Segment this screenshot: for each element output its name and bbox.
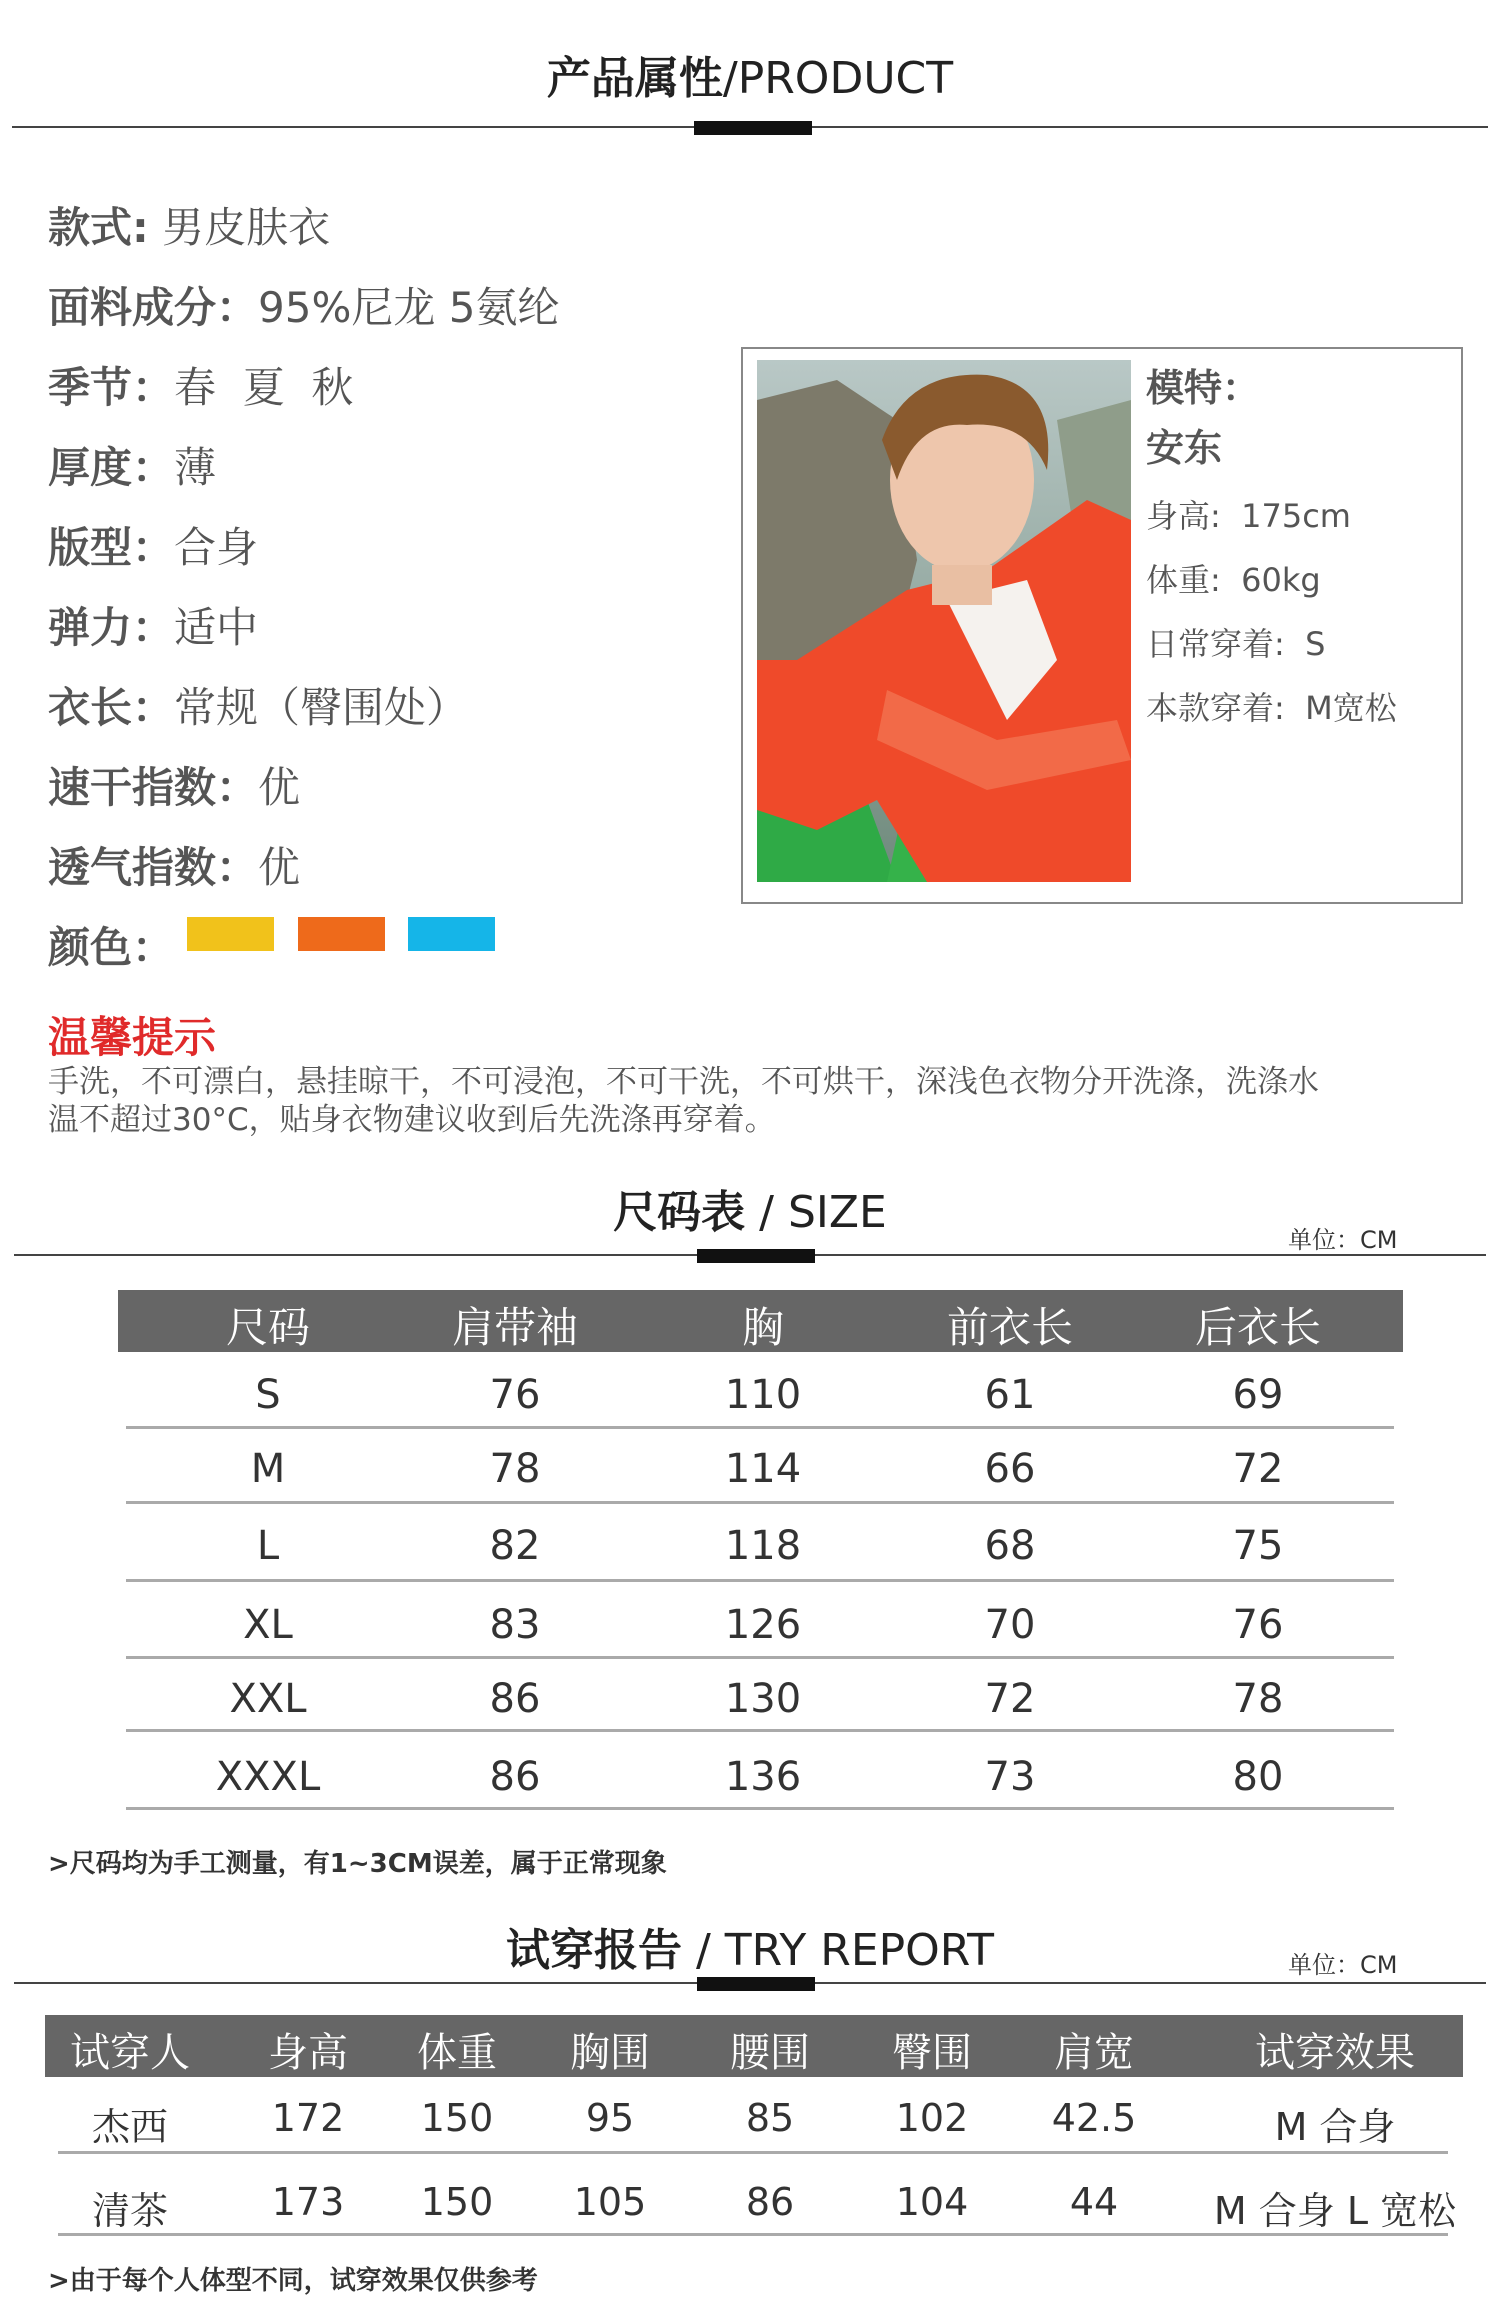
attr-value: 男皮肤衣 [148, 203, 331, 252]
color-swatch-blue[interactable] [408, 917, 495, 951]
try-cell: 85 [745, 2096, 795, 2140]
size-cell: 78 [489, 1446, 541, 1492]
size-row-divider [126, 1807, 1394, 1810]
attr-key: 面料成分： [48, 283, 259, 332]
try-header-cell: 身高 [268, 2030, 348, 2076]
try-cell: 172 [271, 2096, 345, 2140]
attr-key: 颜色： [48, 923, 175, 972]
attr-key: 厚度： [48, 443, 175, 492]
color-swatch-orange[interactable] [298, 917, 385, 951]
attr-breathability [48, 835, 300, 895]
size-cell: XXL [229, 1676, 307, 1722]
size-cell: M [250, 1446, 286, 1492]
color-swatch-yellow[interactable] [187, 917, 274, 951]
model-this-size: 本款穿着: M宽松 [1146, 689, 1397, 727]
attr-value: 优 [258, 763, 301, 812]
try-cell: M 合身 L 宽松 [1213, 2189, 1457, 2233]
attr-key: 衣长： [48, 683, 175, 732]
size-header-front-length: 前衣长 [946, 1303, 1073, 1352]
attr-key: 款式: [48, 203, 149, 252]
size-cell: 110 [724, 1372, 802, 1418]
size-row-divider [126, 1656, 1394, 1659]
attr-key: 版型： [48, 523, 175, 572]
size-cell: 86 [489, 1754, 541, 1800]
size-section-title [0, 1176, 1500, 1240]
product-divider-accent [694, 121, 812, 135]
attr-season [48, 355, 353, 415]
try-cell: 杰西 [91, 2105, 168, 2149]
model-photo-illustration [757, 360, 1131, 882]
try-cell: 173 [271, 2180, 345, 2224]
size-cell: 66 [984, 1446, 1036, 1492]
attr-key: 透气指数： [48, 843, 259, 892]
size-header-shoulder-sleeve: 肩带袖 [451, 1303, 578, 1352]
try-header-cell: 腰围 [730, 2030, 810, 2076]
try-note: >由于每个人体型不同，试穿效果仅供参考 [48, 2266, 538, 2296]
attr-elasticity [48, 595, 258, 655]
try-cell: M 合身 [1274, 2105, 1396, 2149]
size-title-cn: 尺码表 [613, 1187, 746, 1238]
size-note: >尺码均为手工测量，有1~3CM误差，属于正常现象 [48, 1849, 667, 1879]
attr-fit [48, 515, 258, 575]
model-photo [757, 360, 1131, 882]
attr-value: 薄 [174, 443, 217, 492]
size-cell: 61 [984, 1372, 1036, 1418]
try-title-cn: 试穿报告 [505, 1925, 682, 1976]
try-cell: 105 [573, 2180, 647, 2224]
attr-quickdry [48, 755, 300, 815]
care-tips-text: 手洗，不可漂白，悬挂晾干，不可浸泡，不可干洗，不可烘干，深浅色衣物分开洗涤，洗涤水温不超过30°C，贴身衣物建议收到后先洗涤再穿着。 [48, 1064, 1319, 1138]
size-cell: S [255, 1372, 281, 1418]
attr-value: 适中 [174, 603, 259, 652]
size-cell: 118 [724, 1523, 802, 1569]
size-cell: 136 [724, 1754, 802, 1800]
try-header-cell: 肩宽 [1054, 2030, 1134, 2076]
size-row-divider [126, 1426, 1394, 1429]
size-title-en: / SIZE [745, 1187, 887, 1238]
try-unit: 单位：CM [1288, 1951, 1398, 1979]
size-cell: 76 [1232, 1602, 1284, 1648]
attr-value: 春 夏 秋 [174, 363, 354, 412]
attr-thickness [48, 435, 216, 495]
size-cell: XXXL [215, 1754, 321, 1800]
attr-style [48, 195, 330, 255]
size-cell: 78 [1232, 1676, 1284, 1722]
size-cell: L [256, 1523, 280, 1569]
size-header-back-length: 后衣长 [1194, 1303, 1321, 1352]
size-cell: 82 [489, 1523, 541, 1569]
try-row-divider [58, 2151, 1448, 2154]
size-cell: 68 [984, 1523, 1036, 1569]
try-cell: 清茶 [91, 2189, 168, 2233]
attr-fabric [48, 275, 559, 335]
size-cell: 126 [724, 1602, 802, 1648]
model-daily-size: 日常穿着: S [1146, 625, 1326, 663]
try-section-title [0, 1914, 1500, 1978]
care-tips-title: 温馨提示 [48, 1013, 217, 1062]
size-cell: 72 [1232, 1446, 1284, 1492]
try-cell: 86 [745, 2180, 795, 2224]
attr-length [48, 675, 468, 735]
size-cell: XL [243, 1602, 293, 1648]
try-title-en: / TRY REPORT [681, 1925, 995, 1976]
size-row-divider [126, 1579, 1394, 1582]
try-cell: 95 [585, 2096, 635, 2140]
attr-key: 弹力： [48, 603, 175, 652]
size-header-size: 尺码 [225, 1303, 310, 1352]
try-cell: 102 [895, 2096, 969, 2140]
size-unit: 单位：CM [1288, 1226, 1398, 1254]
attr-color [48, 915, 174, 975]
size-row-divider [126, 1501, 1394, 1504]
size-cell: 80 [1232, 1754, 1284, 1800]
try-cell: 44 [1069, 2180, 1119, 2224]
size-cell: 73 [984, 1754, 1036, 1800]
size-cell: 69 [1232, 1372, 1284, 1418]
try-cell: 150 [420, 2096, 494, 2140]
model-card [741, 347, 1463, 904]
product-section-title [0, 42, 1500, 106]
model-name: 安东 [1146, 426, 1223, 470]
size-cell: 76 [489, 1372, 541, 1418]
size-cell: 86 [489, 1676, 541, 1722]
try-cell: 104 [895, 2180, 969, 2224]
attr-value: 优 [258, 843, 301, 892]
try-header-cell: 试穿效果 [1255, 2030, 1415, 2076]
size-cell: 75 [1232, 1523, 1284, 1569]
try-divider-accent [697, 1977, 815, 1991]
size-cell: 72 [984, 1676, 1036, 1722]
try-header-cell: 胸围 [570, 2030, 650, 2076]
try-row-divider [58, 2233, 1448, 2236]
size-row-divider [126, 1729, 1394, 1732]
attr-key: 速干指数： [48, 763, 259, 812]
attr-value: 常规（臀围处） [174, 683, 469, 732]
size-header-chest: 胸 [741, 1303, 784, 1352]
attr-value: 95%尼龙 5氨纶 [258, 283, 560, 332]
model-height: 身高: 175cm [1146, 497, 1351, 535]
size-cell: 114 [724, 1446, 802, 1492]
attr-key: 季节： [48, 363, 175, 412]
try-cell: 42.5 [1051, 2096, 1137, 2140]
try-header-cell: 体重 [417, 2030, 497, 2076]
attr-value: 合身 [174, 523, 259, 572]
try-cell: 150 [420, 2180, 494, 2224]
try-header-cell: 试穿人 [70, 2030, 190, 2076]
product-title-en: /PRODUCT [722, 53, 954, 104]
size-cell: 83 [489, 1602, 541, 1648]
model-weight: 体重: 60kg [1146, 561, 1321, 599]
try-header-cell: 臀围 [892, 2030, 972, 2076]
product-title-cn: 产品属性 [546, 53, 723, 104]
size-cell: 70 [984, 1602, 1036, 1648]
size-divider-accent [697, 1249, 815, 1263]
model-label: 模特： [1146, 366, 1261, 410]
size-cell: 130 [724, 1676, 802, 1722]
